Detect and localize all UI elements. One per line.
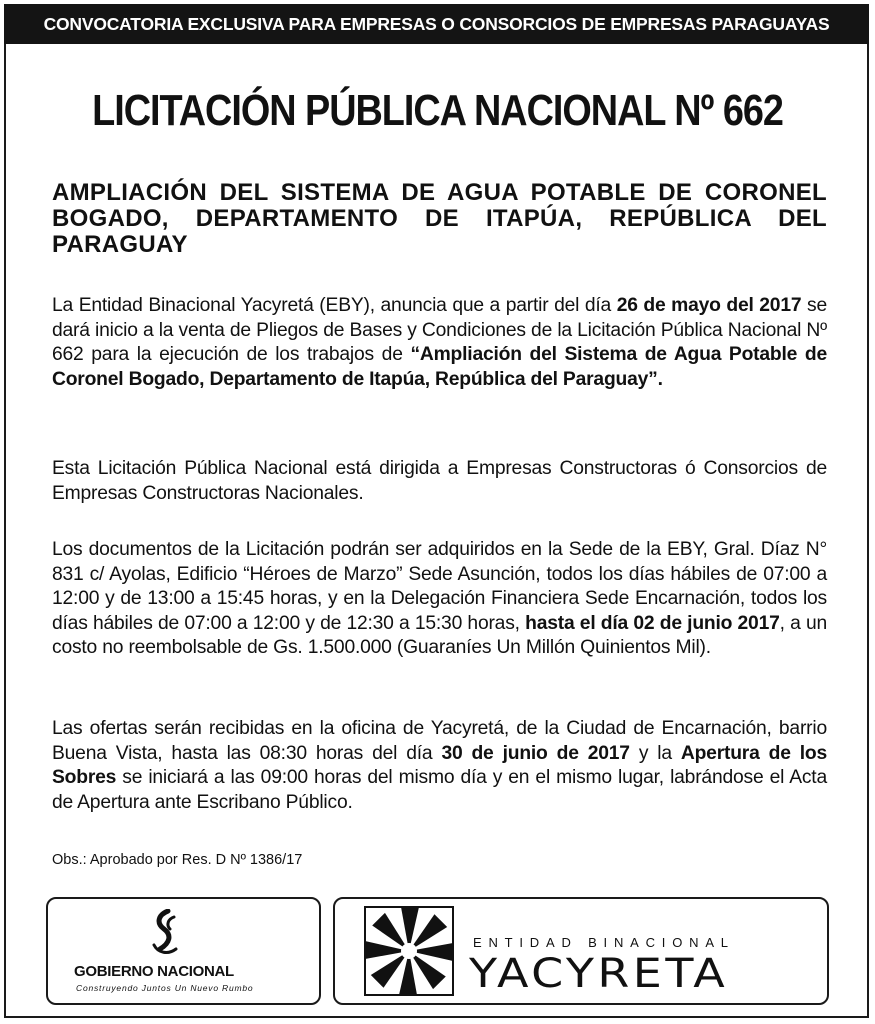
yacyreta-subtitle: ENTIDAD BINACIONAL <box>473 935 735 950</box>
paragraph-target: Esta Licitación Pública Nacional está dirigida a Empresas Constructoras ó Consorcios de Empresas Constructoras Nacionales. <box>52 458 827 504</box>
offers-date: 30 de junio de 2017 <box>441 742 630 764</box>
project-subtitle: AMPLIACIÓN DEL SISTEMA DE AGUA POTABLE DE CORONEL BOGADO, DEPARTAMENTO DE ITAPÚA, REPÚBLICA DEL PARAGUAY <box>52 179 827 258</box>
page-title: LICITACIÓN PÚBLICA NACIONAL Nº 662 <box>92 86 783 135</box>
sale-start-date: 26 de mayo del 2017 <box>616 295 802 316</box>
yacyreta-logo-box <box>333 897 829 1005</box>
paragraph-text: se iniciará a las 09:00 horas del mismo día y en el mismo lugar, labrándose el Acta de Apertura ante Escribano Público. <box>52 767 827 813</box>
paragraph-text: , a un costo no reembolsable de Gs. 1.500.000 (Guaraníes Un Millón Quinientos Mil). <box>52 612 827 658</box>
paragraph-text: se dará inicio a la venta de Pliegos de Bases y Condiciones de la Licitación Pública Nacional Nº 662 para la ejecución de los trabajos de <box>52 295 827 365</box>
paragraph-text: y la <box>629 742 681 764</box>
paragraph-text: La Entidad Binacional Yacyretá (EBY), anuncia que a partir del día <box>52 295 617 316</box>
sale-deadline: hasta el día 02 de junio 2017 <box>525 612 780 634</box>
gobierno-nacional-mark-icon <box>148 909 182 959</box>
gobierno-nacional-name: GOBIERNO NACIONAL <box>74 963 234 980</box>
paragraph-sale-start <box>52 294 827 392</box>
paragraph-text: Las ofertas serán recibidas en la oficina de Yacyretá, de la Ciudad de Encarnación, barrio Buena Vista, hasta las 08:30 horas del día <box>52 718 827 764</box>
project-name: “Ampliación del Sistema de Agua Potable de Coronel Bogado, Departamento de Itapúa, República del Paraguay”. <box>52 344 827 390</box>
gobierno-nacional-slogan: Construyendo Juntos Un Nuevo Rumbo <box>76 983 254 993</box>
gobierno-nacional-logo-box <box>46 897 321 1005</box>
envelope-opening: Apertura de los Sobres <box>52 742 827 788</box>
yacyreta-spiral-logo-icon <box>363 905 455 997</box>
paragraph-text: Los documentos de la Licitación podrán ser adquiridos en la Sede de la EBY, Gral. Díaz N° 831 c/ Ayolas, Edificio “Héroes de Marzo” Sede Asunción, todos los días hábiles de 07:00 a 12:00 y de 13:00 a 15:45 horas, y en la Delegación Financiera Sede Encarnación, todos los días hábiles de 07:00 a 12:00 y de 12:30 a 15:30 horas, <box>52 539 827 634</box>
approval-note: Obs.: Aprobado por Res. D Nº 1386/17 <box>52 852 303 868</box>
paragraph-documents <box>52 538 827 661</box>
yacyreta-name: YACYRETA <box>469 951 729 997</box>
paragraph-offers <box>52 717 827 815</box>
header-banner: CONVOCATORIA EXCLUSIVA PARA EMPRESAS O CONSORCIOS DE EMPRESAS PARAGUAYAS <box>4 4 869 44</box>
